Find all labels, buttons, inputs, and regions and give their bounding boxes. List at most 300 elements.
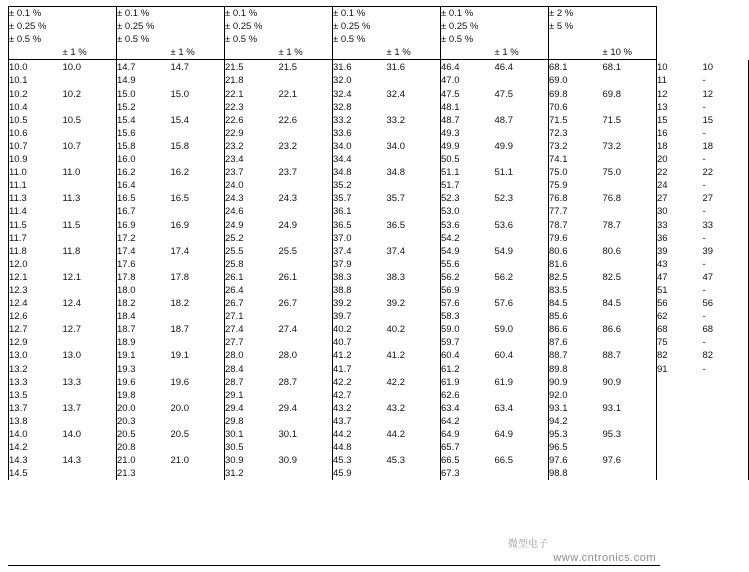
value-cell-secondary: 47.5	[494, 88, 513, 100]
value-cell-secondary	[171, 258, 225, 271]
value-cell-secondary	[387, 127, 441, 140]
value-cell-primary: 93.1	[549, 402, 603, 415]
value-cell-secondary: 10.7	[62, 140, 81, 152]
value-cell-secondary: 53.6	[494, 219, 513, 231]
header-group-5-tolerances	[441, 7, 495, 47]
value-cell-primary: 18	[657, 140, 703, 153]
value-cell-primary: 45.3	[333, 454, 387, 467]
value-cell-primary: 56	[657, 297, 703, 310]
value-cell-primary: 13.2	[9, 363, 63, 376]
value-cell-secondary: 11.0	[62, 167, 81, 179]
value-cell-secondary: 19.6	[170, 376, 189, 388]
table-row	[9, 284, 749, 297]
value-cell-primary: 24.6	[225, 205, 279, 218]
value-cell-primary: 14.0	[9, 428, 63, 441]
header-group-5-sub: ± 1 %	[495, 46, 549, 60]
value-cell-secondary	[63, 310, 117, 323]
value-cell-secondary: 22	[703, 166, 749, 179]
value-cell-primary: 36.5	[333, 219, 387, 232]
value-cell-primary: 11.4	[9, 205, 63, 218]
value-cell-secondary	[603, 258, 657, 271]
value-cell-secondary: 14.7	[170, 62, 189, 74]
value-cell-secondary	[387, 153, 441, 166]
value-cell-primary: 10.4	[9, 101, 63, 114]
table-row	[9, 166, 749, 179]
value-cell-primary: 31.2	[225, 467, 279, 480]
value-cell-primary: 49.9	[441, 140, 495, 153]
value-cell-primary: 10.2	[9, 88, 63, 101]
value-cell-primary	[657, 428, 703, 441]
value-cell-primary: 38.8	[333, 284, 387, 297]
value-cell-secondary: 61.9	[494, 376, 513, 388]
value-cell-secondary: 22.1	[278, 88, 297, 100]
value-cell-secondary	[387, 441, 441, 454]
value-cell-secondary: 95.3	[602, 429, 621, 440]
value-cell-primary	[657, 376, 703, 389]
value-cell-secondary: 24.3	[278, 193, 297, 205]
value-cell-primary: 26.4	[225, 284, 279, 297]
value-cell-secondary: 26.7	[278, 298, 297, 310]
header-group-3-sub: ± 1 %	[279, 46, 333, 60]
tol-label: ± 0.25 %	[225, 21, 263, 33]
value-cell-secondary	[387, 467, 441, 480]
value-cell-primary: 70.6	[549, 101, 603, 114]
value-cell-secondary	[63, 415, 117, 428]
header-group-6-sub: ± 10 %	[603, 46, 657, 60]
value-cell-secondary	[603, 467, 657, 480]
value-cell-primary: 41.7	[333, 363, 387, 376]
value-cell-secondary	[279, 284, 333, 297]
value-cell-primary: 46.4	[441, 60, 495, 75]
table-row	[9, 428, 749, 441]
value-cell-primary	[657, 467, 703, 480]
value-cell-secondary: 97.6	[602, 455, 621, 467]
tol-label: ± 0.5 %	[9, 34, 42, 46]
value-cell-secondary: 59.0	[494, 324, 513, 336]
value-cell-primary: 28.7	[225, 376, 279, 389]
value-cell-secondary	[279, 232, 333, 245]
value-cell-secondary: 23.7	[278, 167, 297, 179]
value-cell-secondary: 15.8	[170, 140, 189, 152]
value-cell-primary: 14.9	[117, 74, 171, 87]
value-cell-secondary: 80.6	[602, 245, 621, 257]
table-row	[9, 192, 749, 205]
value-cell-primary: 16	[657, 127, 703, 140]
value-cell-primary: 78.7	[549, 219, 603, 232]
value-cell-primary: 51.1	[441, 166, 495, 179]
value-cell-primary: 21.8	[225, 74, 279, 87]
value-cell-secondary	[63, 127, 117, 140]
value-cell-secondary: 14.0	[62, 429, 81, 440]
value-cell-secondary	[171, 284, 225, 297]
table-row	[9, 205, 749, 218]
value-cell-secondary	[603, 389, 657, 402]
value-cell-primary: 63.4	[441, 402, 495, 415]
value-cell-primary: 58.3	[441, 310, 495, 323]
tol-label: ± 0.1 %	[9, 8, 42, 19]
value-cell-secondary	[703, 402, 749, 415]
value-cell-primary: 12.9	[9, 336, 63, 349]
watermark-logo: 微型电子	[508, 539, 548, 550]
value-cell-secondary: 82.5	[602, 271, 621, 283]
value-cell-secondary	[387, 205, 441, 218]
value-cell-primary: 10.0	[9, 60, 63, 75]
value-cell-secondary: -	[703, 258, 749, 271]
value-cell-primary: 36.1	[333, 205, 387, 218]
value-cell-secondary	[603, 127, 657, 140]
value-cell-primary: 22.1	[225, 88, 279, 101]
value-cell-primary: 25.2	[225, 232, 279, 245]
value-cell-primary: 30.9	[225, 454, 279, 467]
value-cell-secondary	[603, 336, 657, 349]
value-cell-secondary: 46.4	[494, 62, 513, 74]
value-cell-primary: 21.0	[117, 454, 171, 467]
table-row	[9, 349, 749, 362]
table-body	[9, 60, 749, 481]
value-cell-secondary: 17.4	[170, 245, 189, 257]
value-cell-primary: 28.0	[225, 349, 279, 362]
value-cell-secondary	[171, 389, 225, 402]
value-cell-primary: 30.1	[225, 428, 279, 441]
tol-label: ± 0.1 %	[225, 8, 258, 19]
value-cell-secondary	[279, 74, 333, 87]
value-cell-secondary	[171, 205, 225, 218]
value-cell-secondary: 57.6	[494, 298, 513, 310]
standard-resistance-values-table	[8, 6, 749, 480]
value-cell-primary	[657, 454, 703, 467]
value-cell-secondary: 11.8	[62, 245, 81, 257]
value-cell-secondary	[703, 389, 749, 402]
table-row	[9, 127, 749, 140]
table-row	[9, 88, 749, 101]
value-cell-secondary	[63, 441, 117, 454]
value-cell-secondary: 29.4	[278, 402, 297, 414]
value-cell-primary: 14.5	[9, 467, 63, 480]
tol-label: ± 2 %	[549, 8, 574, 19]
value-cell-secondary	[387, 310, 441, 323]
value-cell-secondary: 44.2	[386, 429, 405, 440]
value-cell-primary: 11	[657, 74, 703, 87]
value-cell-primary: 12.0	[9, 258, 63, 271]
value-cell-secondary: 18.2	[170, 298, 189, 310]
value-cell-primary: 13.7	[9, 402, 63, 415]
value-cell-primary: 26.7	[225, 297, 279, 310]
value-cell-primary: 54.2	[441, 232, 495, 245]
value-cell-secondary	[495, 101, 549, 114]
value-cell-secondary	[171, 415, 225, 428]
value-cell-secondary: 10.0	[62, 62, 81, 74]
value-cell-primary: 89.8	[549, 363, 603, 376]
value-cell-secondary	[279, 336, 333, 349]
value-cell-primary: 61.2	[441, 363, 495, 376]
value-cell-primary: 16.0	[117, 153, 171, 166]
table-row	[9, 363, 749, 376]
header-group-5-sub-spacer	[495, 7, 549, 47]
header-group-3-tolerances	[225, 7, 279, 47]
value-cell-primary: 84.5	[549, 297, 603, 310]
value-cell-primary: 14.2	[9, 441, 63, 454]
value-cell-secondary: 10	[703, 60, 749, 75]
value-cell-primary: 53.0	[441, 205, 495, 218]
value-cell-secondary	[387, 336, 441, 349]
value-cell-secondary	[279, 415, 333, 428]
value-cell-primary: 10.7	[9, 140, 63, 153]
value-cell-primary: 21.5	[225, 60, 279, 75]
value-cell-primary: 24	[657, 179, 703, 192]
value-cell-secondary	[171, 74, 225, 87]
value-cell-primary: 18.4	[117, 310, 171, 323]
value-cell-primary: 31.6	[333, 60, 387, 75]
value-cell-secondary	[495, 284, 549, 297]
value-cell-primary: 67.3	[441, 467, 495, 480]
value-cell-secondary: 33	[703, 219, 749, 232]
value-cell-secondary: 20.5	[170, 429, 189, 440]
value-cell-secondary	[279, 441, 333, 454]
value-cell-primary: 23.2	[225, 140, 279, 153]
value-cell-primary	[657, 415, 703, 428]
value-cell-secondary: 27.4	[278, 324, 297, 336]
value-cell-primary: 17.4	[117, 245, 171, 258]
value-cell-primary: 21.3	[117, 467, 171, 480]
value-cell-primary: 19.6	[117, 376, 171, 389]
value-cell-secondary: 47	[703, 271, 749, 284]
value-cell-primary: 43.7	[333, 415, 387, 428]
value-cell-primary: 22.3	[225, 101, 279, 114]
value-cell-primary: 13	[657, 101, 703, 114]
value-cell-secondary	[495, 127, 549, 140]
value-cell-secondary: 17.8	[170, 271, 189, 283]
value-cell-secondary	[387, 389, 441, 402]
value-cell-secondary: -	[703, 205, 749, 218]
value-cell-secondary	[387, 284, 441, 297]
value-cell-primary: 10.5	[9, 114, 63, 127]
value-cell-primary: 39	[657, 245, 703, 258]
value-cell-primary: 27	[657, 192, 703, 205]
value-cell-secondary: -	[703, 284, 749, 297]
value-cell-primary: 57.6	[441, 297, 495, 310]
value-cell-primary: 92.0	[549, 389, 603, 402]
value-cell-secondary: 38.3	[386, 271, 405, 283]
value-cell-primary: 12.4	[9, 297, 63, 310]
value-cell-secondary: 75.0	[602, 167, 621, 179]
value-cell-primary: 29.4	[225, 402, 279, 415]
value-cell-primary: 96.5	[549, 441, 603, 454]
value-cell-secondary	[171, 310, 225, 323]
value-cell-secondary	[171, 153, 225, 166]
value-cell-secondary: 40.2	[386, 324, 405, 336]
tol-label: ± 0.1 %	[333, 8, 366, 19]
tol-label: ± 0.5 %	[117, 34, 150, 46]
value-cell-primary: 43	[657, 258, 703, 271]
value-cell-primary: 18.7	[117, 323, 171, 336]
header-group-4-sub-spacer	[387, 7, 441, 47]
value-cell-secondary: 88.7	[602, 350, 621, 362]
value-cell-secondary: 49.9	[494, 140, 513, 152]
value-cell-secondary: 41.2	[386, 350, 405, 362]
value-cell-primary: 37.0	[333, 232, 387, 245]
value-cell-secondary: -	[703, 310, 749, 323]
value-cell-secondary	[387, 363, 441, 376]
value-cell-secondary: 16.2	[170, 167, 189, 179]
value-cell-primary: 20.0	[117, 402, 171, 415]
value-cell-primary: 48.7	[441, 114, 495, 127]
value-cell-primary: 49.3	[441, 127, 495, 140]
value-cell-secondary	[387, 415, 441, 428]
value-cell-primary: 39.7	[333, 310, 387, 323]
value-cell-primary: 12.3	[9, 284, 63, 297]
value-cell-primary: 28.4	[225, 363, 279, 376]
value-cell-primary: 11.3	[9, 192, 63, 205]
value-cell-secondary: 60.4	[494, 350, 513, 362]
header-group-2-sub-spacer	[171, 7, 225, 47]
header-group-3-blank	[225, 46, 279, 60]
table-row	[9, 389, 749, 402]
value-cell-secondary: 78.7	[602, 219, 621, 231]
value-cell-secondary: 82	[703, 349, 749, 362]
value-cell-secondary	[63, 205, 117, 218]
table-row	[9, 297, 749, 310]
table-header	[9, 7, 749, 60]
value-cell-secondary	[63, 179, 117, 192]
value-cell-secondary: -	[703, 363, 749, 376]
value-cell-secondary	[63, 363, 117, 376]
value-cell-secondary	[603, 232, 657, 245]
value-cell-secondary: 27	[703, 192, 749, 205]
value-cell-primary: 15.0	[117, 88, 171, 101]
value-cell-secondary: 31.6	[386, 62, 405, 74]
value-cell-primary: 54.9	[441, 245, 495, 258]
value-cell-secondary: -	[703, 153, 749, 166]
value-cell-secondary: -	[703, 127, 749, 140]
value-cell-primary: 66.5	[441, 454, 495, 467]
value-cell-secondary: 69.8	[602, 88, 621, 100]
value-cell-secondary: -	[703, 101, 749, 114]
value-cell-secondary: 54.9	[494, 245, 513, 257]
value-cell-secondary	[495, 467, 549, 480]
header-tolerance-row	[9, 7, 749, 47]
value-cell-secondary	[703, 415, 749, 428]
value-cell-primary: 98.8	[549, 467, 603, 480]
value-cell-secondary: 21.0	[170, 455, 189, 467]
value-cell-primary: 64.2	[441, 415, 495, 428]
value-cell-secondary	[63, 284, 117, 297]
value-cell-primary: 77.7	[549, 205, 603, 218]
value-cell-primary: 97.6	[549, 454, 603, 467]
value-cell-primary: 12.7	[9, 323, 63, 336]
value-cell-secondary	[279, 153, 333, 166]
value-cell-secondary: 76.8	[602, 193, 621, 205]
value-cell-primary: 10.6	[9, 127, 63, 140]
value-cell-primary: 16.4	[117, 179, 171, 192]
table-row	[9, 323, 749, 336]
value-cell-primary: 13.3	[9, 376, 63, 389]
value-cell-secondary: 28.7	[278, 376, 297, 388]
tol-label: ± 0.25 %	[9, 21, 47, 33]
value-cell-primary: 90.9	[549, 376, 603, 389]
value-cell-secondary: 15.0	[170, 88, 189, 100]
value-cell-primary: 11.8	[9, 245, 63, 258]
value-cell-primary: 32.8	[333, 101, 387, 114]
value-cell-secondary: 51.1	[494, 167, 513, 179]
value-cell-secondary	[279, 310, 333, 323]
value-cell-primary: 37.9	[333, 258, 387, 271]
value-cell-primary	[657, 441, 703, 454]
table-row	[9, 153, 749, 166]
table-row	[9, 219, 749, 232]
value-cell-secondary: 12.4	[62, 298, 81, 310]
value-cell-primary: 44.2	[333, 428, 387, 441]
value-cell-secondary	[603, 363, 657, 376]
value-cell-secondary: 33.2	[386, 114, 405, 126]
tol-label: ± 0.5 %	[333, 34, 366, 46]
table-row	[9, 101, 749, 114]
value-cell-primary: 10.9	[9, 153, 63, 166]
tol-label: ± 5 %	[549, 21, 574, 33]
value-cell-primary: 34.0	[333, 140, 387, 153]
value-cell-primary: 62.6	[441, 389, 495, 402]
value-cell-primary: 37.4	[333, 245, 387, 258]
value-cell-secondary: 68	[703, 323, 749, 336]
value-cell-primary: 72.3	[549, 127, 603, 140]
table-row	[9, 310, 749, 323]
value-cell-primary: 27.1	[225, 310, 279, 323]
value-cell-secondary	[171, 127, 225, 140]
value-cell-secondary: 26.1	[278, 271, 297, 283]
value-cell-primary: 35.7	[333, 192, 387, 205]
value-cell-primary: 74.1	[549, 153, 603, 166]
value-cell-secondary	[495, 258, 549, 271]
value-cell-primary: 79.6	[549, 232, 603, 245]
value-cell-secondary	[279, 389, 333, 402]
value-cell-secondary	[387, 74, 441, 87]
value-cell-secondary	[495, 415, 549, 428]
tol-label	[549, 33, 603, 46]
value-cell-primary	[657, 402, 703, 415]
value-cell-primary: 94.2	[549, 415, 603, 428]
value-cell-secondary	[703, 467, 749, 480]
table-bottom-border	[8, 565, 660, 566]
value-cell-primary: 53.6	[441, 219, 495, 232]
value-cell-primary: 11.5	[9, 219, 63, 232]
value-cell-primary: 17.8	[117, 271, 171, 284]
tol-label: ± 0.5 %	[441, 34, 474, 46]
header-group-2-blank	[117, 46, 171, 60]
table-row	[9, 467, 749, 480]
value-cell-primary: 22	[657, 166, 703, 179]
value-cell-primary: 15.4	[117, 114, 171, 127]
value-cell-secondary	[171, 179, 225, 192]
value-cell-primary: 87.6	[549, 336, 603, 349]
value-cell-primary: 15	[657, 114, 703, 127]
value-cell-primary: 19.8	[117, 389, 171, 402]
value-cell-primary: 11.7	[9, 232, 63, 245]
value-cell-primary: 23.7	[225, 166, 279, 179]
value-cell-secondary: 25.5	[278, 245, 297, 257]
value-cell-secondary: 48.7	[494, 114, 513, 126]
value-cell-primary: 68.1	[549, 60, 603, 75]
value-cell-secondary	[603, 74, 657, 87]
value-cell-secondary: -	[703, 336, 749, 349]
value-cell-primary: 19.1	[117, 349, 171, 362]
value-cell-secondary: 34.0	[386, 140, 405, 152]
value-cell-primary: 76.8	[549, 192, 603, 205]
value-cell-secondary	[63, 389, 117, 402]
value-cell-primary: 60.4	[441, 349, 495, 362]
value-cell-primary: 65.7	[441, 441, 495, 454]
value-cell-primary: 44.8	[333, 441, 387, 454]
value-cell-primary: 20	[657, 153, 703, 166]
value-cell-primary: 61.9	[441, 376, 495, 389]
